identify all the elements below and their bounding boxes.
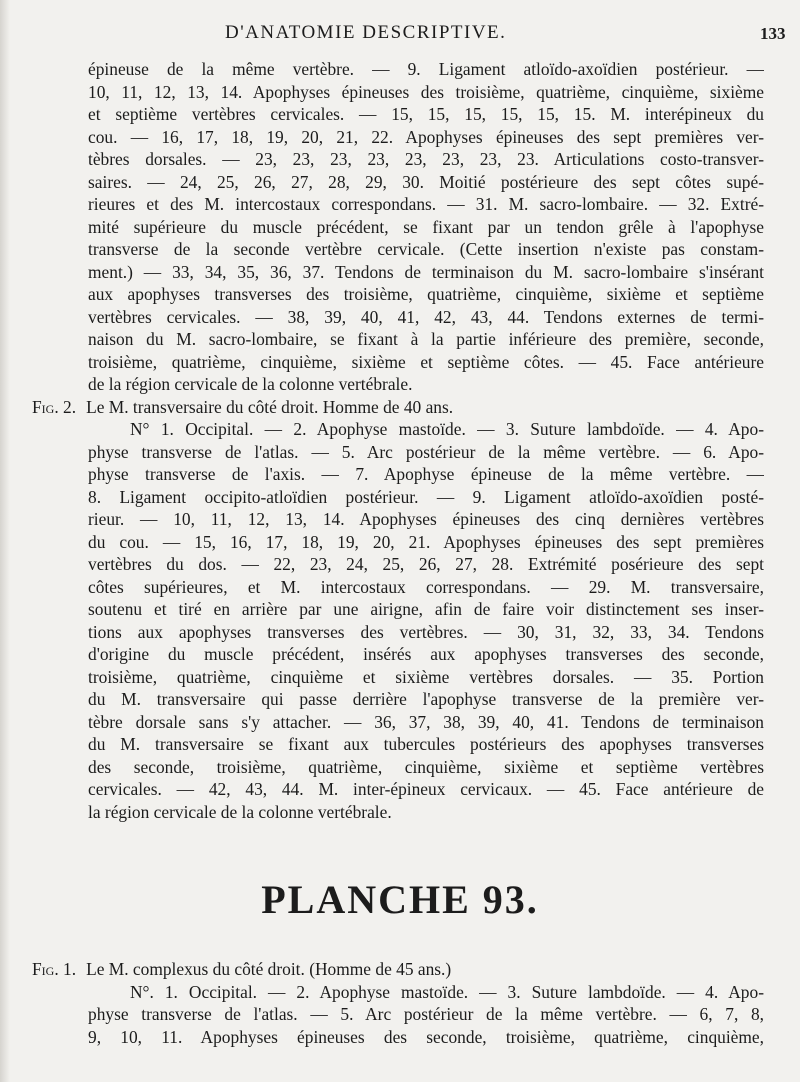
text-line: physe transverse de l'atlas. — 5. Arc postérieur de la même vertèbre. — 6. Apo- <box>88 441 764 462</box>
text-line: N°. 1. Occipital. — 2. Apophyse mastoïde. — 3. Suture lambdoïde. — 4. Apo- <box>130 981 764 1002</box>
text-line: soutenu et tiré en arrière par une airigne, afin de faire voir distinctement ses inser- <box>88 599 764 619</box>
text-line: physe transverse de l'axis. — 7. Apophyse épineuse de la même vertèbre. — <box>88 464 764 484</box>
text-line: d'origine du muscle précédent, insérés aux apophyses transverses des seconde, <box>88 644 764 664</box>
text-line: 9, 10, 11. Apophyses épineuses des seconde, troisième, quatrième, cinquième, <box>88 1026 764 1047</box>
text-line: physe transverse de l'atlas. — 5. Arc postérieur de la même vertèbre. — 6, 7, 8, <box>88 1004 764 1024</box>
text-line: côtes supérieures, et M. intercostaux correspondans. — 29. M. transversaire, <box>88 576 764 597</box>
text-line: mité supérieure du muscle précédent, se fixant par un tendon grêle à l'apophyse <box>88 216 764 237</box>
text-line: 10, 11, 12, 13, 14. Apophyses épineuses des troisième, quatrième, cinquième, sixième <box>88 81 764 102</box>
text-line: des seconde, troisième, quatrième, cinquième, sixième et septième vertèbres <box>88 756 764 777</box>
figure-caption-text: Le M. transversaire du côté droit. Homme de 40 ans. <box>86 396 454 417</box>
running-title: D'ANATOMIE DESCRIPTIVE. <box>225 22 507 43</box>
text-line: rieures et des M. intercostaux correspondans. — 31. M. sacro-lombaire. — 32. Extré- <box>88 194 764 214</box>
text-line: tèbres dorsales. — 23, 23, 23, 23, 23, 23, 23, 23. Articulations costo-transver- <box>88 149 764 169</box>
text-line: la région cervicale de la colonne vertébrale. <box>88 801 392 822</box>
text-line: tions aux apophyses transverses des vertèbres. — 30, 31, 32, 33, 34. Tendons <box>88 621 764 642</box>
page-number: 133 <box>760 24 786 43</box>
figure-caption-fig1 <box>32 958 764 981</box>
text-line: cou. — 16, 17, 18, 19, 20, 21, 22. Apophyses épineuses des sept premières ver- <box>88 126 764 147</box>
text-line: tèbre dorsale sans s'y attacher. — 36, 37, 38, 39, 40, 41. Tendons de terminaison <box>88 711 764 732</box>
text-line: aux apophyses transverses des troisième, quatrième, cinquième, sixième et septième <box>88 284 764 304</box>
figure-label: Fig. 2. <box>32 396 77 417</box>
text-line: troisième, quatrième, cinquième et sixième vertèbres dorsales. — 35. Portion <box>88 666 764 687</box>
text-line: du cou. — 15, 16, 17, 18, 19, 20, 21. Apophyses épineuses des sept premières <box>88 531 764 552</box>
text-line: troisième, quatrième, cinquième, sixième et septième côtes. — 45. Face antérieure <box>88 351 764 372</box>
text-line: N° 1. Occipital. — 2. Apophyse mastoïde. — 3. Suture lambdoïde. — 4. Apo- <box>130 419 764 439</box>
running-header <box>0 22 800 52</box>
text-line: et septième vertèbres cervicales. — 15, 15, 15, 15, 15, 15. M. interépineux du <box>88 104 764 124</box>
text-line: ment.) — 33, 34, 35, 36, 37. Tendons de terminaison du M. sacro-lombaire s'insérant <box>88 261 764 282</box>
text-line: épineuse de la même vertèbre. — 9. Ligament atloïdo-axoïdien postérieur. — <box>88 59 764 79</box>
figure-caption-text: Le M. complexus du côté droit. (Homme de 45 ans.) <box>86 959 452 979</box>
figure-caption-fig2 <box>32 396 764 419</box>
main-text-block <box>32 58 764 823</box>
figure-label: Fig. 1. <box>32 959 77 979</box>
plate-heading: PLANCHE 93. <box>261 877 539 922</box>
text-line: cervicales. — 42, 43, 44. M. inter-épineux cervicaux. — 45. Face antérieure de <box>88 779 764 799</box>
text-line: du M. transversaire se fixant aux tubercules postérieurs des apophyses transverses <box>88 734 764 754</box>
text-line: transverse de la seconde vertèbre cervicale. (Cette insertion n'existe pas constam- <box>88 239 764 259</box>
text-line: saires. — 24, 25, 26, 27, 28, 29, 30. Moitié postérieure des sept côtes supé- <box>88 171 764 192</box>
plate-text-block <box>32 958 764 1048</box>
text-line: du M. transversaire qui passe derrière l'apophyse transverse de la première ver- <box>88 689 764 709</box>
text-line: 8. Ligament occipito-atloïdien postérieur. — 9. Ligament atloïdo-axoïdien posté- <box>88 486 764 507</box>
text-line: de la région cervicale de la colonne vertébrale. <box>88 374 413 394</box>
text-line: rieur. — 10, 11, 12, 13, 14. Apophyses épineuses des cinq dernières vertèbres <box>88 509 764 529</box>
text-line: naison du M. sacro-lombaire, se fixant à la partie inférieure des première, seconde, <box>88 329 764 349</box>
text-line: vertèbres du dos. — 22, 23, 24, 25, 26, 27, 28. Extrémité posérieure des sept <box>88 554 764 574</box>
text-line: vertèbres cervicales. — 38, 39, 40, 41, 42, 43, 44. Tendons externes de termi- <box>88 306 764 327</box>
